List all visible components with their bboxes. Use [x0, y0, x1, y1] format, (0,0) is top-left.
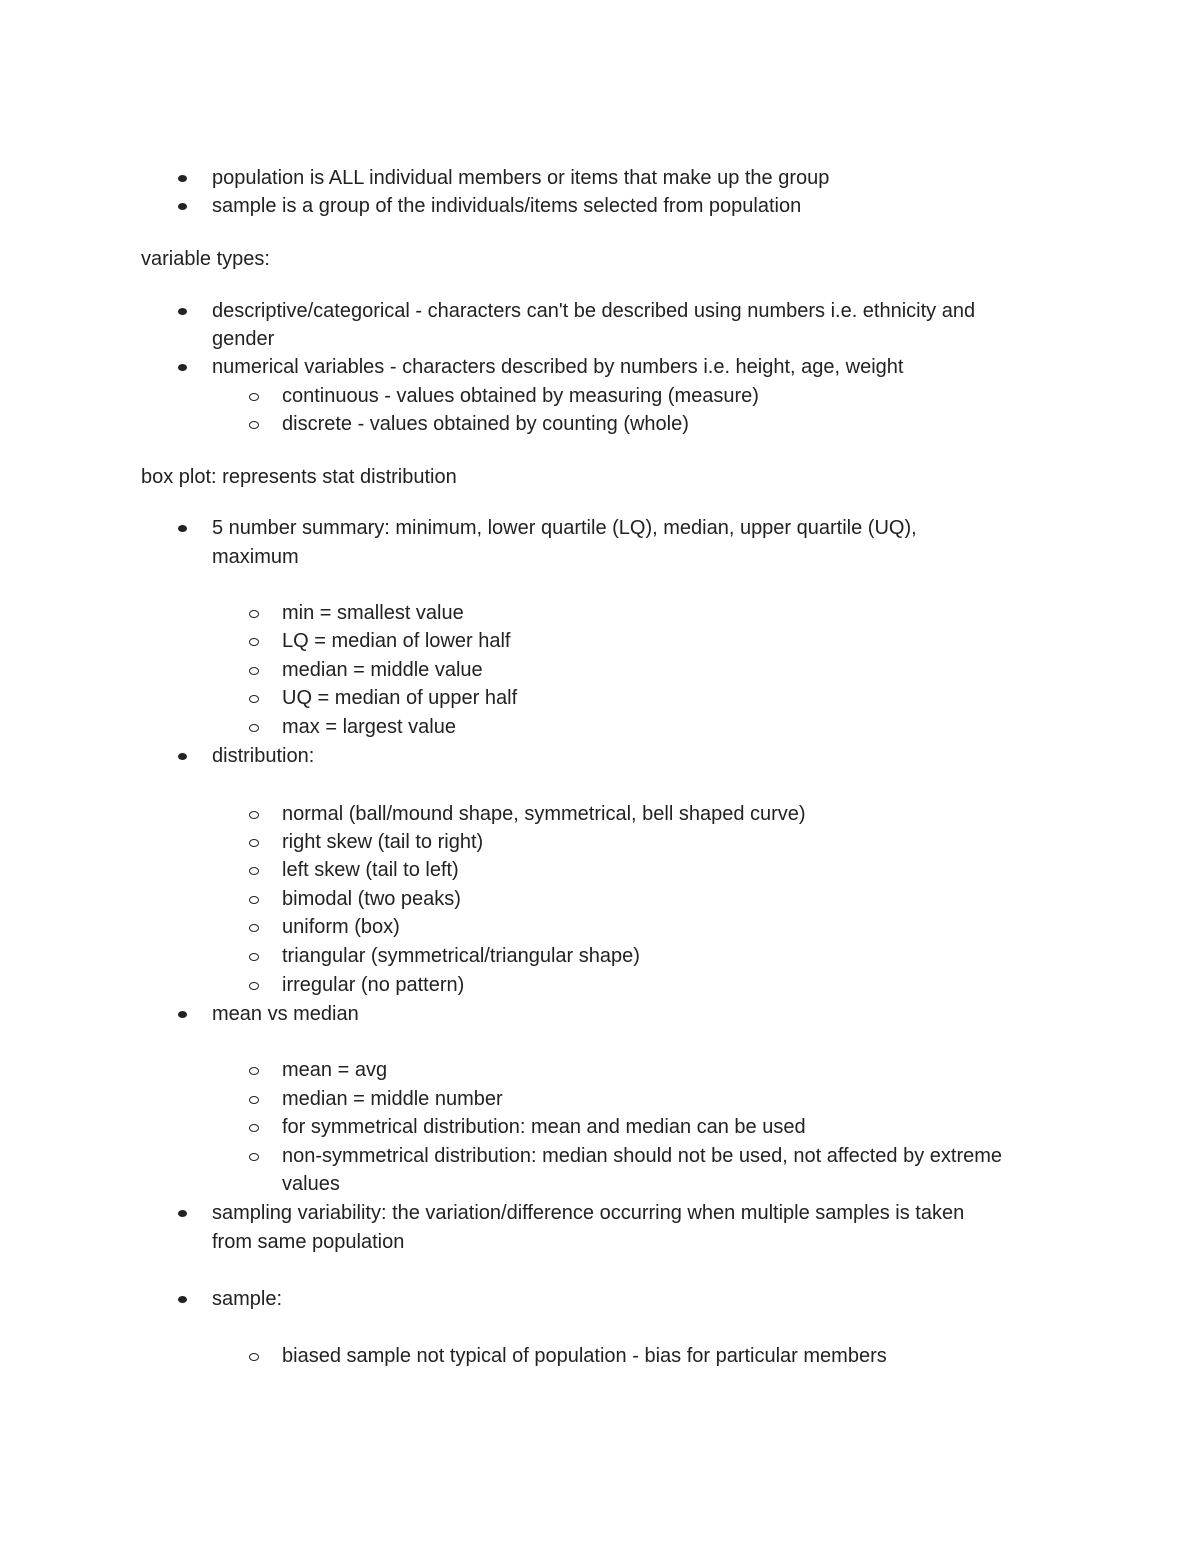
discrete-item: discrete - values obtained by counting (whole) — [282, 413, 689, 435]
five-number-summary-line: 5 number summary: minimum, lower quartile (LQ), median, upper quartile (UQ), — [212, 517, 917, 539]
bullet-ring-icon — [249, 1124, 259, 1132]
mean-vs-median-heading: mean vs median — [212, 1003, 359, 1025]
bullet-dot-icon — [178, 175, 187, 182]
sampling-variability-wrap: from same population — [212, 1231, 405, 1253]
mean-vs-median-item: mean = avg — [282, 1059, 388, 1081]
bullet-ring-icon — [249, 610, 259, 618]
bullet-dot-icon — [178, 308, 187, 315]
descriptive-variable-wrap: gender — [212, 328, 275, 350]
five-number-summary-wrap: maximum — [212, 546, 299, 568]
bullet-ring-icon — [249, 1153, 259, 1161]
bullet-ring-icon — [249, 724, 259, 732]
mean-vs-median-item: for symmetrical distribution: mean and median can be used — [282, 1116, 806, 1138]
bullet-dot-icon — [178, 1296, 187, 1303]
sample-definition: sample is a group of the individuals/items selected from population — [212, 195, 802, 217]
mean-vs-median-item-wrap: values — [282, 1173, 340, 1195]
summary-item: median = middle value — [282, 659, 483, 681]
bullet-ring-icon — [249, 811, 259, 819]
bullet-dot-icon — [178, 753, 187, 760]
bullet-dot-icon — [178, 525, 187, 532]
distribution-item: uniform (box) — [282, 916, 400, 938]
sample-heading: sample: — [212, 1288, 283, 1310]
bullet-ring-icon — [249, 1096, 259, 1104]
population-definition: population is ALL individual members or items that make up the group — [212, 167, 830, 189]
summary-item: min = smallest value — [282, 602, 464, 624]
bullet-ring-icon — [249, 421, 259, 429]
variable-types-heading: variable types: — [141, 248, 270, 270]
bullet-ring-icon — [249, 1353, 259, 1361]
summary-item: max = largest value — [282, 716, 456, 738]
bullet-ring-icon — [249, 638, 259, 646]
bullet-ring-icon — [249, 953, 259, 961]
bullet-dot-icon — [178, 364, 187, 371]
mean-vs-median-item: median = middle number — [282, 1088, 503, 1110]
bullet-dot-icon — [178, 203, 187, 210]
sample-item: biased sample not typical of population - bias for particular members — [282, 1345, 887, 1367]
continuous-item: continuous - values obtained by measuring (measure) — [282, 385, 759, 407]
distribution-heading: distribution: — [212, 745, 315, 767]
distribution-item: bimodal (two peaks) — [282, 888, 461, 910]
distribution-item: triangular (symmetrical/triangular shape) — [282, 945, 640, 967]
descriptive-variable-line: descriptive/categorical - characters can't be described using numbers i.e. ethnicity and — [212, 300, 976, 322]
bullet-ring-icon — [249, 839, 259, 847]
bullet-ring-icon — [249, 1067, 259, 1075]
sampling-variability-line: sampling variability: the variation/difference occurring when multiple samples is taken — [212, 1202, 965, 1224]
bullet-ring-icon — [249, 695, 259, 703]
numerical-variable-line: numerical variables - characters described by numbers i.e. height, age, weight — [212, 356, 904, 378]
bullet-ring-icon — [249, 982, 259, 990]
summary-item: UQ = median of upper half — [282, 687, 518, 709]
bullet-ring-icon — [249, 896, 259, 904]
bullet-ring-icon — [249, 393, 259, 401]
bullet-ring-icon — [249, 924, 259, 932]
distribution-item: normal (ball/mound shape, symmetrical, bell shaped curve) — [282, 803, 806, 825]
box-plot-heading: box plot: represents stat distribution — [141, 466, 457, 488]
bullet-ring-icon — [249, 667, 259, 675]
summary-item: LQ = median of lower half — [282, 630, 511, 652]
bullet-ring-icon — [249, 867, 259, 875]
bullet-dot-icon — [178, 1210, 187, 1217]
distribution-item: right skew (tail to right) — [282, 831, 484, 853]
bullet-dot-icon — [178, 1011, 187, 1018]
distribution-item: irregular (no pattern) — [282, 974, 465, 996]
mean-vs-median-item: non-symmetrical distribution: median should not be used, not affected by extreme — [282, 1145, 1003, 1167]
distribution-item: left skew (tail to left) — [282, 859, 459, 881]
